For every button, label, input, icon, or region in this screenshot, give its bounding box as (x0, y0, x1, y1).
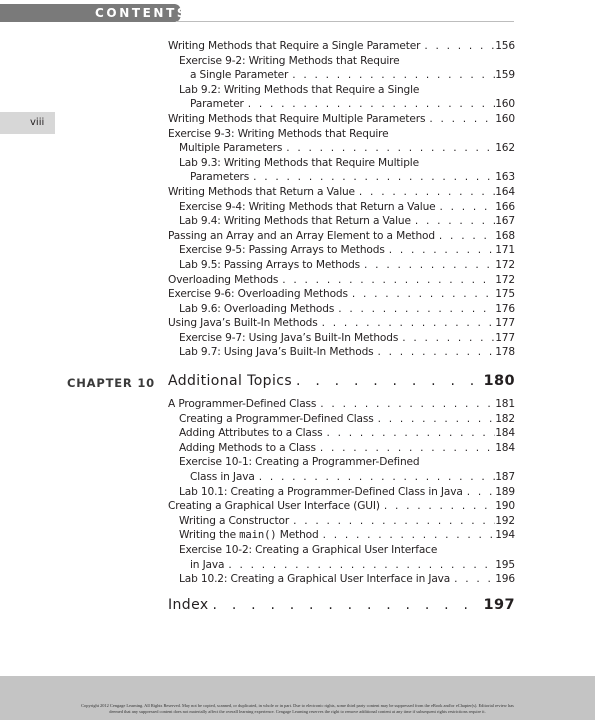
toc-entry-page: 163 (495, 171, 515, 184)
copyright-line-1: Copyright 2012 Cengage Learning. All Rights Reserved. May not be copied, scanned, or duplicated, in whole or in part. Due to electronic rights, some third party content may be suppressed from the eBook and/or eChapter(s). Editorial review has (81, 703, 514, 708)
page-number: viii (30, 117, 45, 128)
toc-entry-title (179, 141, 282, 156)
toc-entry-page: 182 (495, 412, 515, 425)
toc-entry-text: Exercise 10-2: Creating a Graphical User Interface (179, 543, 438, 556)
toc-entry-text: Multiple Parameters (179, 142, 283, 155)
toc-entry-line[interactable] (168, 470, 515, 485)
dot-leader (355, 185, 495, 200)
dot-leader (463, 485, 496, 500)
toc-entry-title (179, 485, 463, 500)
toc-entry-page: 172 (495, 273, 515, 286)
page-number-tab (0, 112, 55, 134)
toc-entry-title (179, 302, 334, 317)
toc-entry-page: 176 (495, 302, 515, 315)
dot-leader (411, 214, 495, 229)
toc-entry-title (179, 331, 398, 346)
chapter-heading-row (0, 372, 515, 394)
dot-leader (209, 597, 484, 613)
toc-entry-page: 181 (495, 398, 515, 410)
toc-entry-text: Adding Methods to a Class (179, 441, 316, 454)
dot-leader (450, 572, 495, 587)
index-line[interactable] (168, 597, 515, 613)
toc-entry-title (179, 345, 374, 360)
dot-leader (316, 397, 495, 412)
toc-entry-text: Lab 10.1: Creating a Programmer-Defined Class in Java (179, 485, 463, 498)
toc-entry-title (179, 156, 419, 171)
toc-entry-text: Lab 9.6: Overloading Methods (179, 302, 335, 315)
toc-entry-line[interactable] (168, 141, 515, 156)
toc-entry-text: Method (276, 529, 319, 542)
toc-entry-title (190, 68, 288, 83)
toc-entry-text: Exercise 9-5: Passing Arrays to Methods (179, 244, 385, 257)
toc-entry-page: 184 (495, 441, 515, 454)
toc-section-chapter-9 (168, 39, 515, 360)
toc-entry-page: 177 (495, 331, 515, 344)
toc-entry-title (168, 185, 355, 200)
toc-entry-text: Parameter (190, 98, 244, 111)
toc-entry-text: Parameters (190, 171, 250, 184)
dot-leader (288, 68, 495, 83)
toc-entry-line[interactable] (168, 200, 515, 215)
index-page: 197 (483, 597, 515, 613)
dot-leader (435, 229, 495, 244)
toc-entry-page: 178 (495, 346, 515, 359)
toc-entry-page: 171 (495, 244, 515, 257)
toc-entry-page: 168 (495, 229, 515, 242)
dot-leader (385, 243, 496, 258)
chapter-title-line[interactable] (168, 373, 515, 389)
toc-entry-title (179, 528, 319, 543)
toc-entry-page: 160 (495, 112, 515, 125)
toc-entry-title (168, 39, 420, 54)
toc-entry-page: 196 (495, 573, 515, 586)
toc-entry-title (168, 273, 278, 288)
toc-entry-title (179, 243, 385, 258)
dot-leader (360, 258, 495, 273)
toc-entry-page: 192 (495, 514, 515, 527)
dot-leader (334, 302, 495, 317)
toc-entry-text: Writing the (179, 529, 240, 542)
toc-entry-line[interactable] (168, 258, 515, 273)
toc-entry-text: Exercise 9-3: Writing Methods that Require (168, 127, 389, 140)
copyright-line-2: deemed that any suppressed content does not materially affect the overall learning experience. Cengage Learning reserves the right to remove additional content at any time if subsequent rights restrictions require it. (109, 709, 486, 714)
toc-entry-text: A Programmer-Defined Class (168, 398, 317, 410)
toc-entry-page: 175 (495, 288, 515, 301)
toc-entry-text: Passing an Array and an Array Element to a Method (168, 229, 435, 242)
toc-entry-title (190, 470, 255, 485)
dot-leader (398, 331, 495, 346)
dot-leader (224, 558, 495, 573)
toc-entry-title (168, 316, 318, 331)
toc-entry-line[interactable] (168, 455, 515, 470)
dot-leader (292, 373, 483, 389)
dot-leader (322, 426, 495, 441)
toc-entry-line[interactable] (168, 97, 515, 112)
toc-entry-line[interactable] (168, 426, 515, 441)
chapter-label: CHAPTER 10 (67, 376, 155, 390)
toc-entry-text: Exercise 10-1: Creating a Programmer-Defined (179, 456, 420, 469)
toc-entry-page: 190 (495, 500, 515, 513)
toc-entry-line[interactable] (168, 229, 515, 244)
toc-entry-page: 156 (495, 40, 515, 52)
dot-leader (255, 470, 496, 485)
header-rule (176, 21, 514, 22)
toc-entry-line[interactable] (168, 572, 515, 587)
toc-entry-line[interactable] (168, 302, 515, 317)
toc-entry-line[interactable] (168, 112, 515, 127)
toc-entry-line[interactable] (168, 345, 515, 360)
toc-entry-line[interactable] (168, 499, 515, 514)
toc-entry-text: Writing Methods that Return a Value (168, 185, 355, 198)
toc-entry-line[interactable] (168, 54, 515, 69)
toc-entry-line[interactable] (168, 543, 515, 558)
toc-entry-line[interactable] (168, 127, 515, 142)
toc-entry-title (168, 499, 380, 514)
chapter-page: 180 (483, 373, 515, 389)
toc-entry-page: 187 (495, 470, 515, 483)
toc-entry-title (179, 214, 411, 229)
dot-leader (425, 112, 495, 127)
toc-entry-text: Lab 10.2: Creating a Graphical User Interface in Java (179, 573, 451, 586)
toc-entry-text: Lab 9.2: Writing Methods that Require a Single (179, 83, 420, 96)
dot-leader (318, 316, 496, 331)
toc-entry-text: Using Java’s Built-In Methods (168, 317, 318, 330)
toc-entry-title (179, 572, 450, 587)
toc-entry-text: Lab 9.3: Writing Methods that Require Multiple (179, 156, 419, 169)
toc-entry-line[interactable] (168, 412, 515, 427)
toc-entry-title (168, 397, 316, 412)
contents-heading: CONTENTS (95, 6, 189, 20)
toc-entry-text: Exercise 9-6: Overloading Methods (168, 288, 348, 301)
toc-entry-text: a Single Parameter (190, 69, 289, 82)
toc-entry-line[interactable] (168, 156, 515, 171)
dot-leader (374, 345, 496, 360)
toc-entry-title (179, 514, 289, 529)
toc-entry-title (179, 455, 419, 470)
toc-entry-page: 160 (495, 98, 515, 111)
toc-entry-line[interactable] (168, 441, 515, 456)
toc-entry-line[interactable] (168, 316, 515, 331)
toc-entry-title (190, 170, 249, 185)
toc-entry-page: 194 (495, 529, 515, 542)
toc-entry-page: 159 (495, 69, 515, 82)
dot-leader (374, 412, 496, 427)
toc-entry-line[interactable] (168, 83, 515, 98)
dot-leader (289, 514, 495, 529)
dot-leader (380, 499, 495, 514)
toc-entry-title (179, 200, 436, 215)
toc-entry-page: 162 (495, 142, 515, 155)
toc-entry-text: Lab 9.7: Using Java’s Built-In Methods (179, 346, 374, 359)
toc-entry-text: Exercise 9-7: Using Java’s Built-In Methods (179, 331, 399, 344)
toc-entry-line[interactable] (168, 558, 515, 573)
dot-leader (420, 39, 495, 54)
toc-entry-line[interactable] (168, 214, 515, 229)
dot-leader (319, 528, 496, 543)
toc-entry-page: 189 (495, 485, 515, 498)
toc-entry-page: 164 (495, 185, 515, 198)
toc-entry-text: Writing a Constructor (179, 514, 290, 527)
dot-leader (249, 170, 495, 185)
toc-entry-text: Creating a Graphical User Interface (GUI) (168, 500, 380, 513)
dot-leader (436, 200, 496, 215)
toc-entry-title (179, 543, 437, 558)
toc-entry-line[interactable] (168, 287, 515, 302)
chapter-title: Additional Topics (168, 373, 293, 389)
toc-entry-text: Writing Methods that Require a Single Parameter (168, 40, 421, 52)
toc-entry-title (179, 426, 322, 441)
toc-entry-text: Creating a Programmer-Defined Class (179, 412, 374, 425)
toc-entry-page: 195 (495, 558, 515, 571)
toc-entry-line[interactable] (168, 68, 515, 83)
dot-leader (282, 141, 495, 156)
toc-entry-title (179, 258, 360, 273)
toc-entry-text: Overloading Methods (168, 273, 279, 286)
toc-entry-text: Lab 9.4: Writing Methods that Return a Value (179, 215, 411, 228)
toc-entry-line[interactable] (168, 170, 515, 185)
toc-entry-line[interactable] (168, 514, 515, 529)
toc-entry-line[interactable] (168, 528, 515, 543)
toc-entry-title (168, 112, 425, 127)
toc-entry-page: 166 (495, 200, 515, 213)
toc-entry-line[interactable] (168, 397, 515, 412)
toc-entry-text: Adding Attributes to a Class (179, 427, 323, 440)
toc-entry-title (179, 441, 316, 456)
toc-entry-title (168, 287, 348, 302)
toc-entry-page: 172 (495, 258, 515, 271)
toc-entry-page: 167 (495, 215, 515, 228)
toc-entry-text: Lab 9.5: Passing Arrays to Methods (179, 258, 361, 271)
toc-entry-title (190, 558, 224, 573)
toc-entry-code: main() (239, 529, 277, 542)
toc-entry-title (168, 127, 389, 142)
toc-entry-title (190, 97, 244, 112)
dot-leader (278, 273, 495, 288)
toc-entry-line[interactable] (168, 243, 515, 258)
dot-leader (316, 441, 495, 456)
toc-entry-page: 177 (495, 317, 515, 330)
toc-entry-line[interactable] (168, 273, 515, 288)
toc-section-chapter-10 (168, 397, 515, 587)
toc-entry-title (179, 412, 374, 427)
toc-entry-title (179, 54, 400, 69)
toc-entry-text: Class in Java (190, 470, 255, 483)
toc-entry-title (179, 83, 419, 98)
toc-entry-line[interactable] (168, 485, 515, 500)
toc-entry-text: Exercise 9-4: Writing Methods that Return a Value (179, 200, 436, 213)
toc-entry-line[interactable] (168, 185, 515, 200)
copyright-notice (0, 703, 595, 715)
toc-entry-text: in Java (190, 558, 225, 571)
toc-entry-line[interactable] (168, 39, 515, 54)
index-title: Index (168, 597, 209, 613)
toc-entry-line[interactable] (168, 331, 515, 346)
toc-entry-page: 184 (495, 427, 515, 440)
toc-entry-text: Writing Methods that Require Multiple Parameters (168, 112, 426, 125)
dot-leader (348, 287, 495, 302)
dot-leader (244, 97, 495, 112)
toc-entry-text: Exercise 9-2: Writing Methods that Require (179, 54, 400, 67)
toc-entry-title (168, 229, 435, 244)
